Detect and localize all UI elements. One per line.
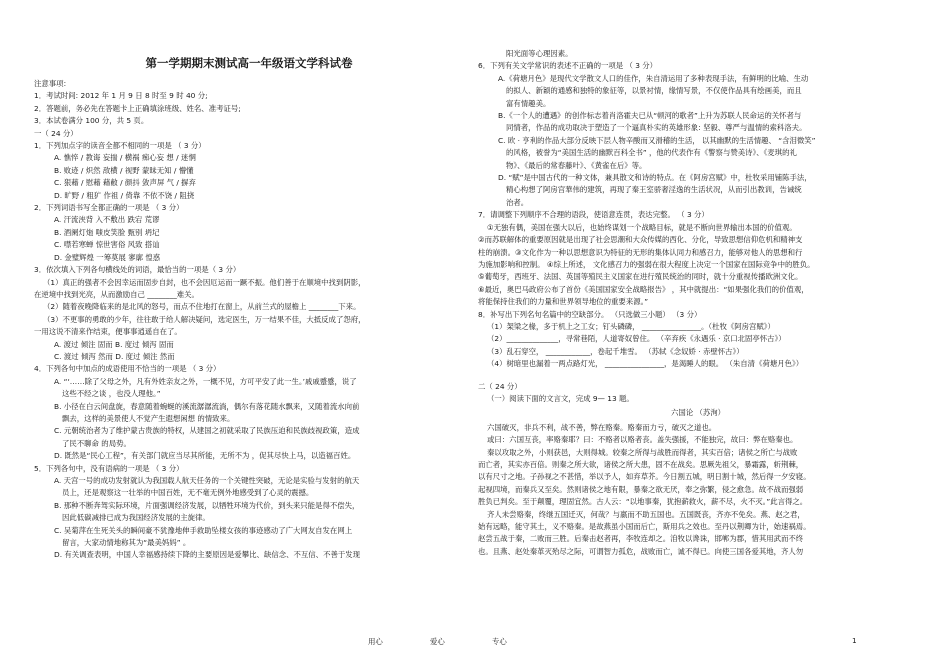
right-line: （3）乱石穿空， ____________，卷起千堆雪。 （苏轼《念奴娇 · 赤壁怀古》） (487, 346, 744, 356)
left-line: 2．下列词语书写全都正确的一项是 （ 3 分） (34, 203, 184, 213)
left-line: D. 旷野 / 粗犷 作祖 / 倚靠 不依不饶 / 阻挠 (54, 190, 195, 200)
left-line: 了民不聊命 的局势。 (62, 438, 131, 448)
right-line: 为施加影响和控制。 ④综上所述， 文化感召力的强弱在很大程度上决定一个国家在国际竞争中的胜负。 (478, 259, 815, 269)
right-line: 7．请调整下列顺序不合理的语段，使语意连贯，表达完整。 （ 3 分） (478, 210, 709, 220)
right-line: （一）阅读下面的文言文，完成 9— 13 题。 (487, 393, 634, 403)
right-line: 阳光面等心理因素。 (506, 49, 573, 58)
right-line: ⑥最近，奥巴马政府公布了首份《美国国家安全战略报告》 ，其中就提出：“如果强化我们的价值观， (478, 284, 809, 294)
left-line: A. 憔悴 / 教诲 妄揣 / 横祸 痴心妄 想 / 迷惘 (54, 153, 196, 163)
left-line: 一用这说不清来作结束，便事事逍遥自在了。 (34, 327, 182, 337)
left-line: 注意事项: (34, 79, 67, 88)
right-line: 6．下列有关文学常识的表述不正确的一项是 （ 3 分） (478, 61, 658, 71)
left-line: （2）随着夜晚降临来的是北风的怒号，而点不住地打在窗上，从前兰式的屋檐上 ________下来。 (43, 302, 361, 312)
left-line: 飘去，这样的美景使人不觉产生遐想闲想 的情致来。 (62, 413, 235, 423)
right-line: 二（ 24 分） (478, 381, 522, 391)
right-line: 8．补写出下列名句名篇中的空缺部分。 （只选做三小题） （3 分） (478, 309, 702, 319)
right-column (478, 0, 918, 558)
right-line: B.《一个人的遭遇》的创作标志着肖洛霍夫已从“顿河的歌者”上升为苏联人民命运的关怀者与 (498, 111, 802, 121)
right-line: C. 欧 · 亨利的作品大部分反映下层人物辛酸而又滑稽的生活， 以其幽默的生活情趣、 “含泪微笑” (498, 135, 816, 145)
page-number: 1 (852, 636, 857, 645)
right-line: ①无独有偶，美国在强大以后，也始终谋划一个战略目标，就是不断向世界输出本国的价值观。 (487, 222, 797, 232)
left-line: 员上，还是观察这一壮举的中国百姓，无不毫无例外地感受到了心灵的震撼。 (62, 488, 314, 498)
page-title: 第一学期期末测试高一年级语文学科试卷 (145, 56, 353, 70)
right-line: （4）树暗里也漏着一两点路灯光， ________________，是渴睡人的眼。 （朱自清《荷塘月色》） (487, 359, 804, 369)
left-text-block (34, 78, 464, 562)
right-line: 始有远略，能守其土，义不赂秦。是故燕虽小国而后亡，斯用兵之效也。至丹以荆卿为计，始速祸焉。 (478, 522, 811, 532)
left-line: B. 败迹 / 炽然 敌横 / 视野 蒙昧无知 / 懵懂 (54, 165, 194, 175)
left-line: A. 天宫一号的成功发射就认为我国载人航天任务的一个关键性突破，无论是实验与发射的航天 (54, 476, 360, 485)
right-line: 治者。 (506, 197, 529, 207)
left-line: 2．答题前，务必先在答题卡上正确填涂班级、姓名、准考证号; (34, 103, 241, 113)
footer-text-2: 爱心 (430, 637, 445, 646)
right-line: 秦以攻取之外，小则获邑，大则得城。较秦之所得与战胜而得者，其实百倍；诸侯之所亡与战败 (487, 447, 798, 457)
left-line: D. 既然是“民心工程”，有关部门就应当尽其所能，无所不为 ，促其尽快上马，以造福百姓。 (54, 451, 356, 461)
right-line: 柱的崩溃。③文化作为一种以思想意识为特征的无形的集体认同力和感召力，能够对他人的思想和行 (478, 247, 803, 257)
right-line: 物》、《最后的常春藤叶》、《黄雀在后》等。 (506, 160, 647, 170)
left-line: A. 汗流浃背 入不敷出 跌宕 荒谬 (54, 215, 160, 225)
right-line: 胜负已判矣。至于颠覆，理固宜然。古人云：“以地事秦，犹抱薪救火，薪不尽，火不灭。”此言得之。 (478, 497, 808, 507)
right-line: 的拟人、新颖的通感和独特的象征等，以景衬情，缘情写景，不仅使作品具有绘画美，而且 (506, 86, 802, 96)
right-line: 精心构想了阿房宫華伟的建筑，再现了秦王室骄奢淫逸的生活状况，从而引出教训，告诫统 (506, 185, 802, 195)
right-line: ⑤葡萄牙，西班牙、法国、英国等殖民主义国家在进行殖民统治的同时，就十分重视传播欧洲文化。 (478, 272, 803, 282)
right-line: 赵尝五战于秦，二败而三胜。后秦击赵者再，李牧连却之。洎牧以谗诛，邯郸为郡，惜其用武而不终 (478, 534, 804, 544)
left-line: 1．考试时间: 2012 年 1 月 9 日 8 时至 9 时 40 分; (34, 91, 208, 101)
left-column (34, 0, 464, 562)
right-line: （2）______________，寻常巷陌，人道寄奴曾住。 （辛弃疾《永遇乐 · 京口北固亭怀古》） (487, 334, 786, 344)
right-line: 而亡者，其实亦百倍。则秦之所大欲，诸侯之所大患，固不在战矣。思厥先祖父，暴霜露，斩荆棘， (478, 460, 804, 469)
right-line: 富有情趣美。 (506, 98, 551, 108)
left-line: 5．下列各句中，没有语病的一项是 （ 3 分） (34, 463, 184, 473)
left-line: C. 吴菊萍在生死关头的瞬间豪不犹豫地伸手救助坠楼女孩的事迹感动了广大网友自发在网上 (54, 525, 353, 535)
right-line: 同情者，作品的成功取决于塑造了一个逼真朴实的英雄形象: 坚毅、尊严与温情的索科洛夫。 (506, 123, 807, 133)
left-line: （1）真正的强者不会因幸运而固步自封，也不会因厄运而一蹶不振。他们善于在顺境中找到阴影， (43, 277, 366, 287)
right-line: ②而苏联解体的重要原因就是出现了社会思潮和大众传媒的西化、分化，导致思想信仰危机和精神支 (478, 235, 803, 245)
left-line: D. 有关调查表明，中国人幸福感持续下降的主要原因是爱攀比、缺信念、不互信、不善于发现 (54, 550, 361, 560)
right-line: 起视四境，而秦兵又至矣。然则诸侯之地有限，暴秦之欲无厌，奉之弥繁，侵之愈急。故不战而强弱 (478, 484, 804, 494)
left-line: 1．下列加点字的读音全都不相同的一项是 （ 3 分） (34, 141, 206, 151)
left-line: C. 狠藉 / 慰藉 藉敝 / 颜抖 敛声屏 气 / 摒弃 (54, 178, 196, 188)
right-line: D. “赋”是中国古代的一种文体，兼具散文和诗的特点。在《阿房宫赋》中，杜牧采用铺陈手法， (498, 173, 812, 183)
left-line: 留言，大家动情地称其为“最美妈妈” 。 (62, 538, 191, 548)
left-line: B. 小径在白云间盘旋，春意随着蜿蜒的溪流潺潺流淌，偶尔有落花随水飘来，又随着流水向前 (54, 401, 360, 411)
footer-text-3: 专心 (492, 637, 507, 646)
right-line: 齐人未尝赂秦，终继五国迁灭，何哉？与嬴而不助五国也。五国既丧，齐亦不免矣。燕、赵之君， (487, 509, 805, 519)
left-line: 一（ 24 分） (34, 128, 78, 138)
right-line: 以有尺寸之地。子孙视之不甚惜，举以予人，如弃草芥。今日割五城，明日割十城，然后得一夕安寝。 (478, 472, 811, 482)
right-line (478, 371, 918, 381)
left-line: 3．本试卷满分 100 分，共 5 页。 (34, 116, 149, 126)
left-line: C. 渡过 倾泻 然而 D. 度过 倾注 然而 (54, 351, 175, 361)
left-line: 这些不经之谈 ，也没人理他。” (62, 389, 161, 399)
left-line: 因此低碳减排已成为我国经济发展的主旋律。 (62, 513, 210, 523)
right-line: 六国破灭，非兵不利，战不善，弊在赂秦。赂秦而力亏，破灭之道也。 (487, 422, 717, 432)
left-line: A. “‘……除了父母之外，凡有外姓亲友之外，一概不见，方可平安了此一生。’戚戚蹙蹙，说了 (54, 376, 357, 386)
right-text-block (478, 48, 918, 558)
left-line: 3．依次填入下列各句横线处的词语，最恰当的一项是（ 3 分） (34, 265, 241, 275)
right-line: 或曰：六国互丧，率赂秦耶？曰：不赂者以赂者丧。盖失强援，不能独完，故曰：弊在赂秦也。 (487, 435, 798, 445)
left-line: A. 渡过 倾注 固而 B. 度过 倾泻 固而 (54, 339, 174, 349)
left-line: 4．下列各句中加点的成语使用不恰当的一项是 （ 3 分） (34, 364, 221, 374)
right-line: 六国论 （苏洵） (670, 408, 726, 418)
left-line: C. 元朝统治者为了维护蒙古贵族的特权，从建国之初就采取了民族压迫和民族歧视政策，造成 (54, 426, 360, 436)
left-line: B. 酒阑灯炧 嗤皮笑脸 甄别 坍圮 (54, 227, 160, 237)
right-line: 也。且燕、赵处秦革灭殆尽之际，可谓智力孤危，战败而亡，诚不得已。向使三国各爱其地，齐人勿 (478, 546, 804, 556)
left-line: C. 噤若寒蝉 惊世害俗 风致 搭讪 (54, 240, 160, 250)
right-line: 的风格，被誉为“美国生活的幽默百科全书” ，他的代表作有《警察与赞美诗》、《麦琪的礼 (506, 148, 797, 158)
footer-text-1: 用心 (368, 637, 383, 646)
left-line: D. 金璧辉煌 一筹莫展 寥廓 惶惑 (54, 252, 161, 262)
left-line: B. 那种不断奔驾实际环境，片面强调经济发展，以牺牲环境为代价，到头来只能是得不偿失， (54, 500, 360, 510)
left-line: （3）不更事的勇敢的少年，往往敢于给人解决疑问，选定医生，万一结果不佳，大抵反成了怨府， (43, 314, 366, 324)
left-line: 在逆境中找到光亮，从而激励自己 ________难关。 (34, 289, 199, 299)
right-line: A.《荷塘月色》是现代文学散文人口的佳作，朱自清运用了多种表现手法，有鲜明的比喻、生动 (498, 73, 809, 83)
right-line: （1）架梁之椽，多于机上之工女；钉头磷磷， ________________。（杜牧《阿房宫赋》） (487, 321, 775, 331)
right-line: 将能保持住我们的力量和世界领导地位的重要来源。” (478, 297, 649, 307)
